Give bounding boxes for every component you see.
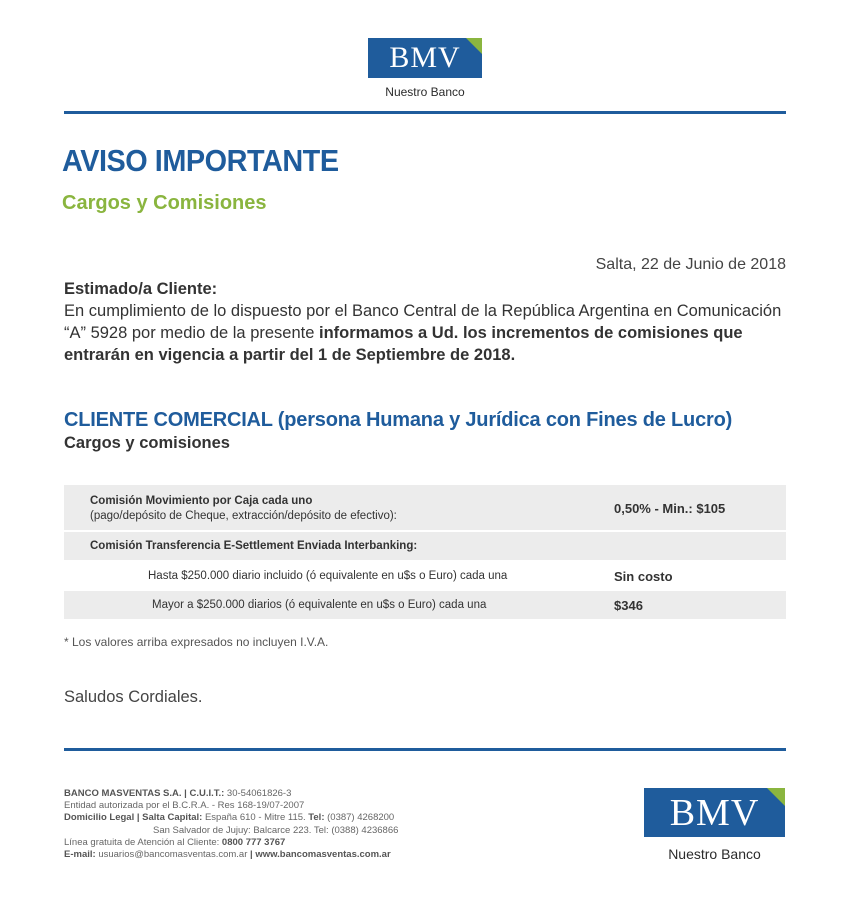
tel-label: Tel: — [308, 812, 325, 824]
logo-caption: Nuestro Banco — [385, 85, 465, 99]
greeting: Estimado/a Cliente: — [64, 280, 218, 298]
logo-caption: Nuestro Banco — [668, 846, 761, 862]
fees-table — [64, 485, 786, 621]
footer-authorization: Entidad autorizada por el B.C.R.A. - Res 168-19/07-2007 — [64, 800, 305, 812]
cuit-number: 30-54061826-3 — [224, 788, 292, 799]
notice-subtitle: Cargos y Comisiones — [62, 192, 267, 214]
footnote: * Los valores arriba expresados no incluyen I.V.A. — [64, 635, 329, 649]
domicile-label: Domicilio Legal | Salta Capital: — [64, 812, 203, 824]
website-link[interactable]: www.bancomasventas.com.ar — [255, 849, 391, 861]
logo-text: BMV — [389, 41, 461, 74]
footer-line — [64, 812, 398, 824]
tel-number: (0387) 4268200 — [324, 812, 395, 824]
intro-highlight: informamos a Ud. los incrementos de comisiones que entrarán en vigencia a partir del 1 de Septiembre de 2018. — [64, 324, 743, 364]
bank-logo — [368, 38, 482, 78]
footer-jujuy: San Salvador de Jujuy: Balcarce 223. Tel: (0388) 4236866 — [153, 824, 399, 836]
fee-row — [64, 485, 786, 532]
free-line-label: Línea gratuita de Atención al Cliente: — [64, 836, 222, 848]
footer-line — [64, 849, 398, 861]
notice-title: AVISO IMPORTANTE — [62, 143, 339, 178]
bank-name: BANCO MASVENTAS S.A. | C.U.I.T.: — [64, 788, 225, 799]
intro-paragraph — [64, 278, 788, 366]
fee-row — [64, 532, 786, 562]
fee-row — [64, 562, 786, 591]
logo-corner-triangle — [767, 788, 785, 806]
section-subtitle: Cargos y comisiones — [64, 434, 230, 452]
fee-value: $346 — [614, 598, 643, 613]
closing-salutation: Saludos Cordiales. — [64, 688, 203, 706]
intro-text: En cumplimiento de lo dispuesto por el Banco Central de la República Argentina en Comunicación “A” 5928 por medio de la presente — [64, 302, 782, 342]
logo-text: BMV — [669, 791, 760, 834]
email-label: E-mail: — [64, 849, 96, 861]
fee-value: Sin costo — [614, 569, 673, 584]
footer-line — [64, 788, 398, 800]
logo-corner-triangle — [466, 38, 482, 54]
free-line-number: 0800 777 3767 — [221, 836, 286, 848]
section-title: CLIENTE COMERCIAL (persona Humana y Jurídica con Fines de Lucro) — [64, 409, 733, 431]
footer-line — [64, 837, 398, 849]
fee-detail: (pago/depósito de Cheque, extracción/depósito de efectivo): — [90, 510, 397, 522]
bank-logo-footer — [644, 788, 785, 837]
fee-description: Hasta $250.000 diario incluido (ó equivalente en u$s o Euro) cada una — [148, 570, 508, 582]
header-divider — [64, 111, 786, 114]
separator: | — [250, 849, 256, 861]
fee-description: Mayor a $250.000 diarios (ó equivalente en u$s o Euro) cada una — [152, 599, 487, 611]
email-link[interactable]: usuarios@bancomasventas.com.ar — [95, 849, 251, 861]
fee-value: 0,50% - Min.: $105 — [614, 501, 726, 516]
fee-label: Comisión Transferencia E-Settlement Enviada Interbanking: — [90, 540, 418, 552]
domicile-address: España 610 - Mitre 115. — [202, 812, 309, 824]
fee-row — [64, 591, 786, 621]
fee-description — [90, 494, 397, 524]
fee-label: Comisión Movimiento por Caja cada uno — [90, 495, 313, 507]
letter-date: Salta, 22 de Junio de 2018 — [595, 256, 786, 273]
footer-contact — [64, 788, 398, 861]
footer-divider — [64, 748, 786, 751]
